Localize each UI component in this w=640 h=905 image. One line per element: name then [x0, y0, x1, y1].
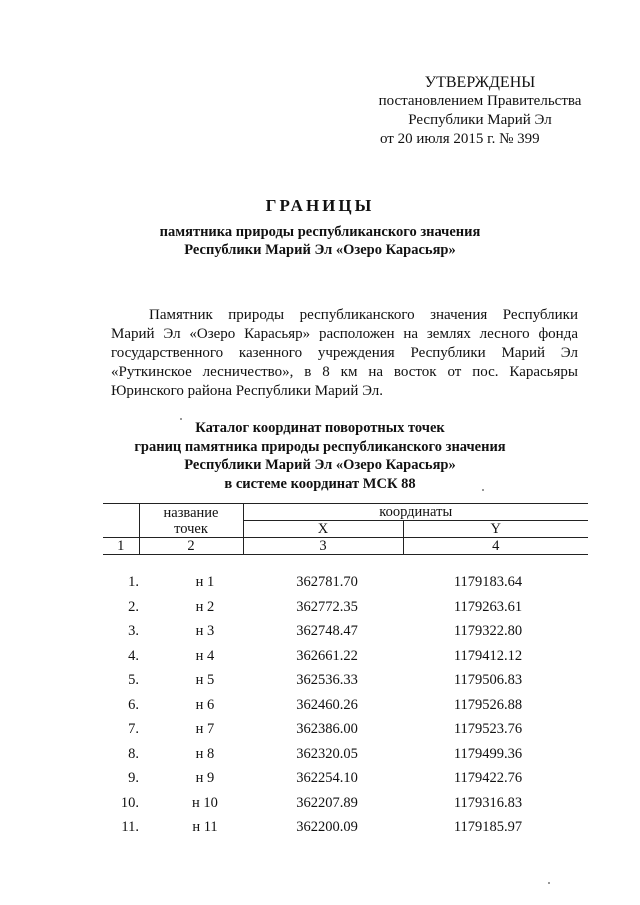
point-name: н 3 [195, 623, 215, 639]
coord-x: 362320.05 [296, 745, 358, 762]
catalog-heading [0, 419, 640, 493]
coord-x: 362661.22 [296, 647, 358, 664]
table-row [103, 697, 588, 722]
point-name: н 10 [192, 794, 218, 811]
table-row [103, 795, 588, 820]
table-row [103, 672, 588, 697]
catalog-heading-line: Каталог координат поворотных точек [195, 420, 445, 436]
document-subtitle: памятника природы республиканского значения [159, 224, 481, 240]
table-row [103, 746, 588, 771]
row-number: 3. [128, 623, 139, 639]
point-name: н 7 [195, 721, 215, 737]
column-number: 3 [243, 538, 403, 555]
coord-y: 1179263.61 [453, 598, 523, 615]
row-number: 6. [128, 696, 139, 713]
approval-line: постановлением Правительства [378, 93, 582, 109]
header-coordinates: координаты [243, 504, 588, 521]
description-paragraph: Памятник природы республиканского значения Республики Марий Эл «Озеро Карасьяр» расположен на землях лесного фонда государственного казенного учреждения Республики Марий Эл «Руткинское лесничество», в 8 км на восток от пос. Карасьяры Юринского района Республики Марий Эл. [111, 307, 578, 399]
table-row [103, 770, 588, 795]
coord-x: 362254.10 [296, 770, 358, 786]
column-number: 4 [403, 538, 588, 555]
coord-y: 1179183.64 [453, 574, 523, 590]
coord-y: 1179322.80 [453, 623, 523, 639]
point-name: н 1 [195, 574, 215, 590]
table-row [103, 648, 588, 673]
point-name: н 11 [192, 819, 218, 835]
row-number: 9. [128, 770, 139, 786]
row-number: 11. [121, 819, 139, 835]
document-title: ГРАНИЦЫ [265, 196, 375, 215]
row-number: 2. [128, 598, 139, 615]
row-number: 5. [128, 672, 139, 688]
catalog-heading-line: Республики Марий Эл «Озеро Карасьяр» [184, 457, 456, 473]
coord-x: 362207.89 [296, 794, 358, 811]
coord-y: 1179422.76 [453, 770, 523, 786]
coord-x: 362460.26 [296, 696, 358, 713]
column-number: 1 [103, 538, 139, 555]
scan-speck [180, 418, 182, 420]
coord-x: 362536.33 [296, 672, 358, 688]
header-point-name-line1: название [163, 504, 219, 521]
header-point-name [139, 504, 243, 538]
point-name: н 2 [195, 598, 215, 615]
table-row [103, 819, 588, 844]
table-row [103, 599, 588, 624]
header-y: Y [403, 521, 588, 538]
table-row [103, 574, 588, 599]
coord-y: 1179185.97 [453, 819, 523, 835]
coord-x: 362781.70 [296, 574, 358, 590]
header-x: X [243, 521, 403, 538]
coord-y: 1179506.83 [453, 672, 523, 688]
point-name: н 4 [195, 647, 215, 664]
row-number: 7. [128, 721, 139, 737]
point-name: н 9 [195, 770, 215, 786]
coord-x: 362772.35 [296, 598, 358, 615]
point-name: н 6 [195, 696, 215, 713]
coord-x: 362386.00 [296, 721, 358, 737]
catalog-heading-line: в системе координат МСК 88 [224, 475, 416, 492]
coordinates-table-body [103, 574, 588, 844]
coord-y: 1179526.88 [453, 696, 523, 713]
coord-x: 362748.47 [296, 623, 358, 639]
catalog-heading-line: границ памятника природы республиканского значения [134, 438, 506, 455]
point-name: н 8 [195, 745, 215, 762]
coord-x: 362200.09 [296, 819, 358, 835]
header-empty-cell [103, 504, 139, 538]
table-row [103, 721, 588, 746]
row-number: 1. [128, 574, 139, 590]
point-name: н 5 [195, 672, 215, 688]
document-subtitle: Республики Марий Эл «Озеро Карасьяр» [184, 242, 456, 258]
row-number: 4. [128, 647, 139, 664]
approval-date: от 20 июля 2015 г. № 399 [380, 131, 540, 147]
coord-y: 1179499.36 [453, 745, 523, 762]
coord-y: 1179523.76 [453, 721, 523, 737]
row-number: 10. [120, 794, 139, 811]
coordinates-table-header [103, 503, 588, 555]
scan-speck [548, 882, 550, 884]
approval-block [370, 73, 590, 149]
row-number: 8. [128, 745, 139, 762]
column-number: 2 [139, 538, 243, 555]
approval-heading: УТВЕРЖДЕНЫ [424, 74, 536, 91]
approval-line: Республики Марий Эл [408, 112, 552, 128]
table-row [103, 623, 588, 648]
scan-speck [482, 489, 484, 491]
coord-y: 1179412.12 [453, 647, 523, 664]
coord-y: 1179316.83 [453, 794, 523, 811]
header-point-name-line2: точек [174, 520, 208, 537]
